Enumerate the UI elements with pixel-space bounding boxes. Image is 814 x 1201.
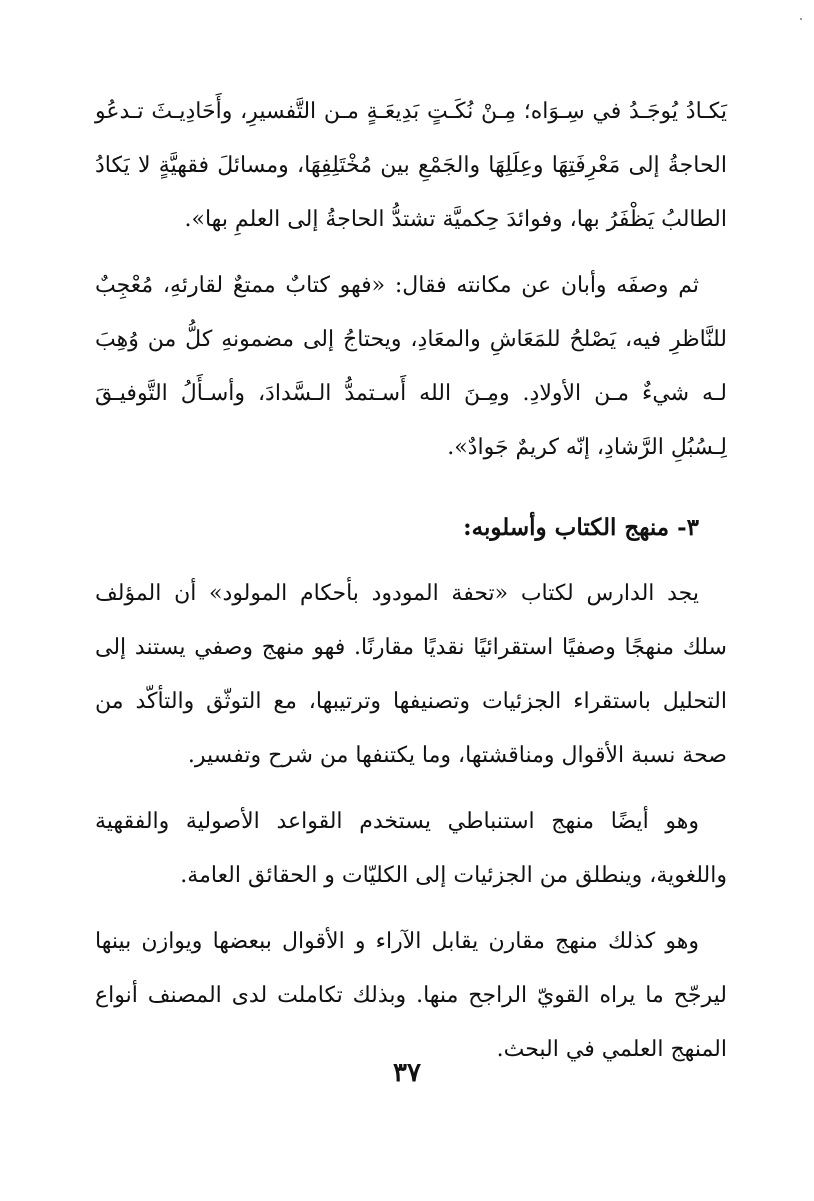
paragraph-method-descriptive: يجد الدارس لكتاب «تحفة المودود بأحكام المولود» أن المؤلف سلك منهجًا وصفيًا استقرائيًا نقديًا مقارنًا. فهو منهج وصفي يستند إلى التحليل باستقراء الجزئيات وتصنيفها وترتيبها، مع التوثّق والتأكّد من صحة نسبة الأقوال ومناقشتها، وما يكتنفها من شرح وتفسير. [95,581,727,768]
paragraph-book-description: ثم وصفَه وأبان عن مكانته فقال: «فهو كتابٌ ممتعٌ لقارئهِ، مُعْجِبٌ للنَّاظرِ فيه، يَصْلحُ للمَعَاشِ والمعَادِ، ويحتاجُ إلى مضمونهِ كلُّ من وُهِبَ لـه شيءٌ مـن الأولادِ. ومِـنَ الله أَسـتمدُّ الـسَّدادَ، وأسـأَلُ التَّوفيـقَ لِـسُبُلِ الرَّشادِ، إنّه كريمٌ جَوادٌ». [95,273,727,460]
paragraph-method-deductive: وهو أيضًا منهج استنباطي يستخدم القواعد الأصولية والفقهية واللغوية، وينطلق من الجزئيات إلى الكليّات و الحقائق العامة. [95,809,727,888]
page-number: ٣٧ [393,1058,421,1088]
paragraph-method-comparative: وهو كذلك منهج مقارن يقابل الآراء و الأقوال ببعضها ويوازن بينها ليرجّح ما يراه القويّ الراجح منها. وبذلك تكاملت لدى المصنف أنواع المنهج العلمي في البحث. [95,929,727,1062]
section-heading: ٣- منهج الكتاب وأسلوبه: [463,514,699,541]
page-body [95,85,727,1077]
paragraph-quote-continuation: يَكـادُ يُوجَـدُ في سِـوَاه؛ مِـنْ نُكَـتٍ بَدِيعَـةٍ مـن التَّفسيرِ، وأَحَادِيـثَ تـدعُو الحاجةُ إلى مَعْرِفَتِهَا وعِلَلِهَا والجَمْعِ بين مُخْتَلِفِهَا، ومسائلَ فقهيَّةٍ لا يَكادُ الطالبُ يَظْفَرُ بها، وفوائدَ حِكميَّة تشتدُّ الحاجةُ إلى العلمِ بها». [95,99,727,232]
scan-speck [800,18,802,20]
